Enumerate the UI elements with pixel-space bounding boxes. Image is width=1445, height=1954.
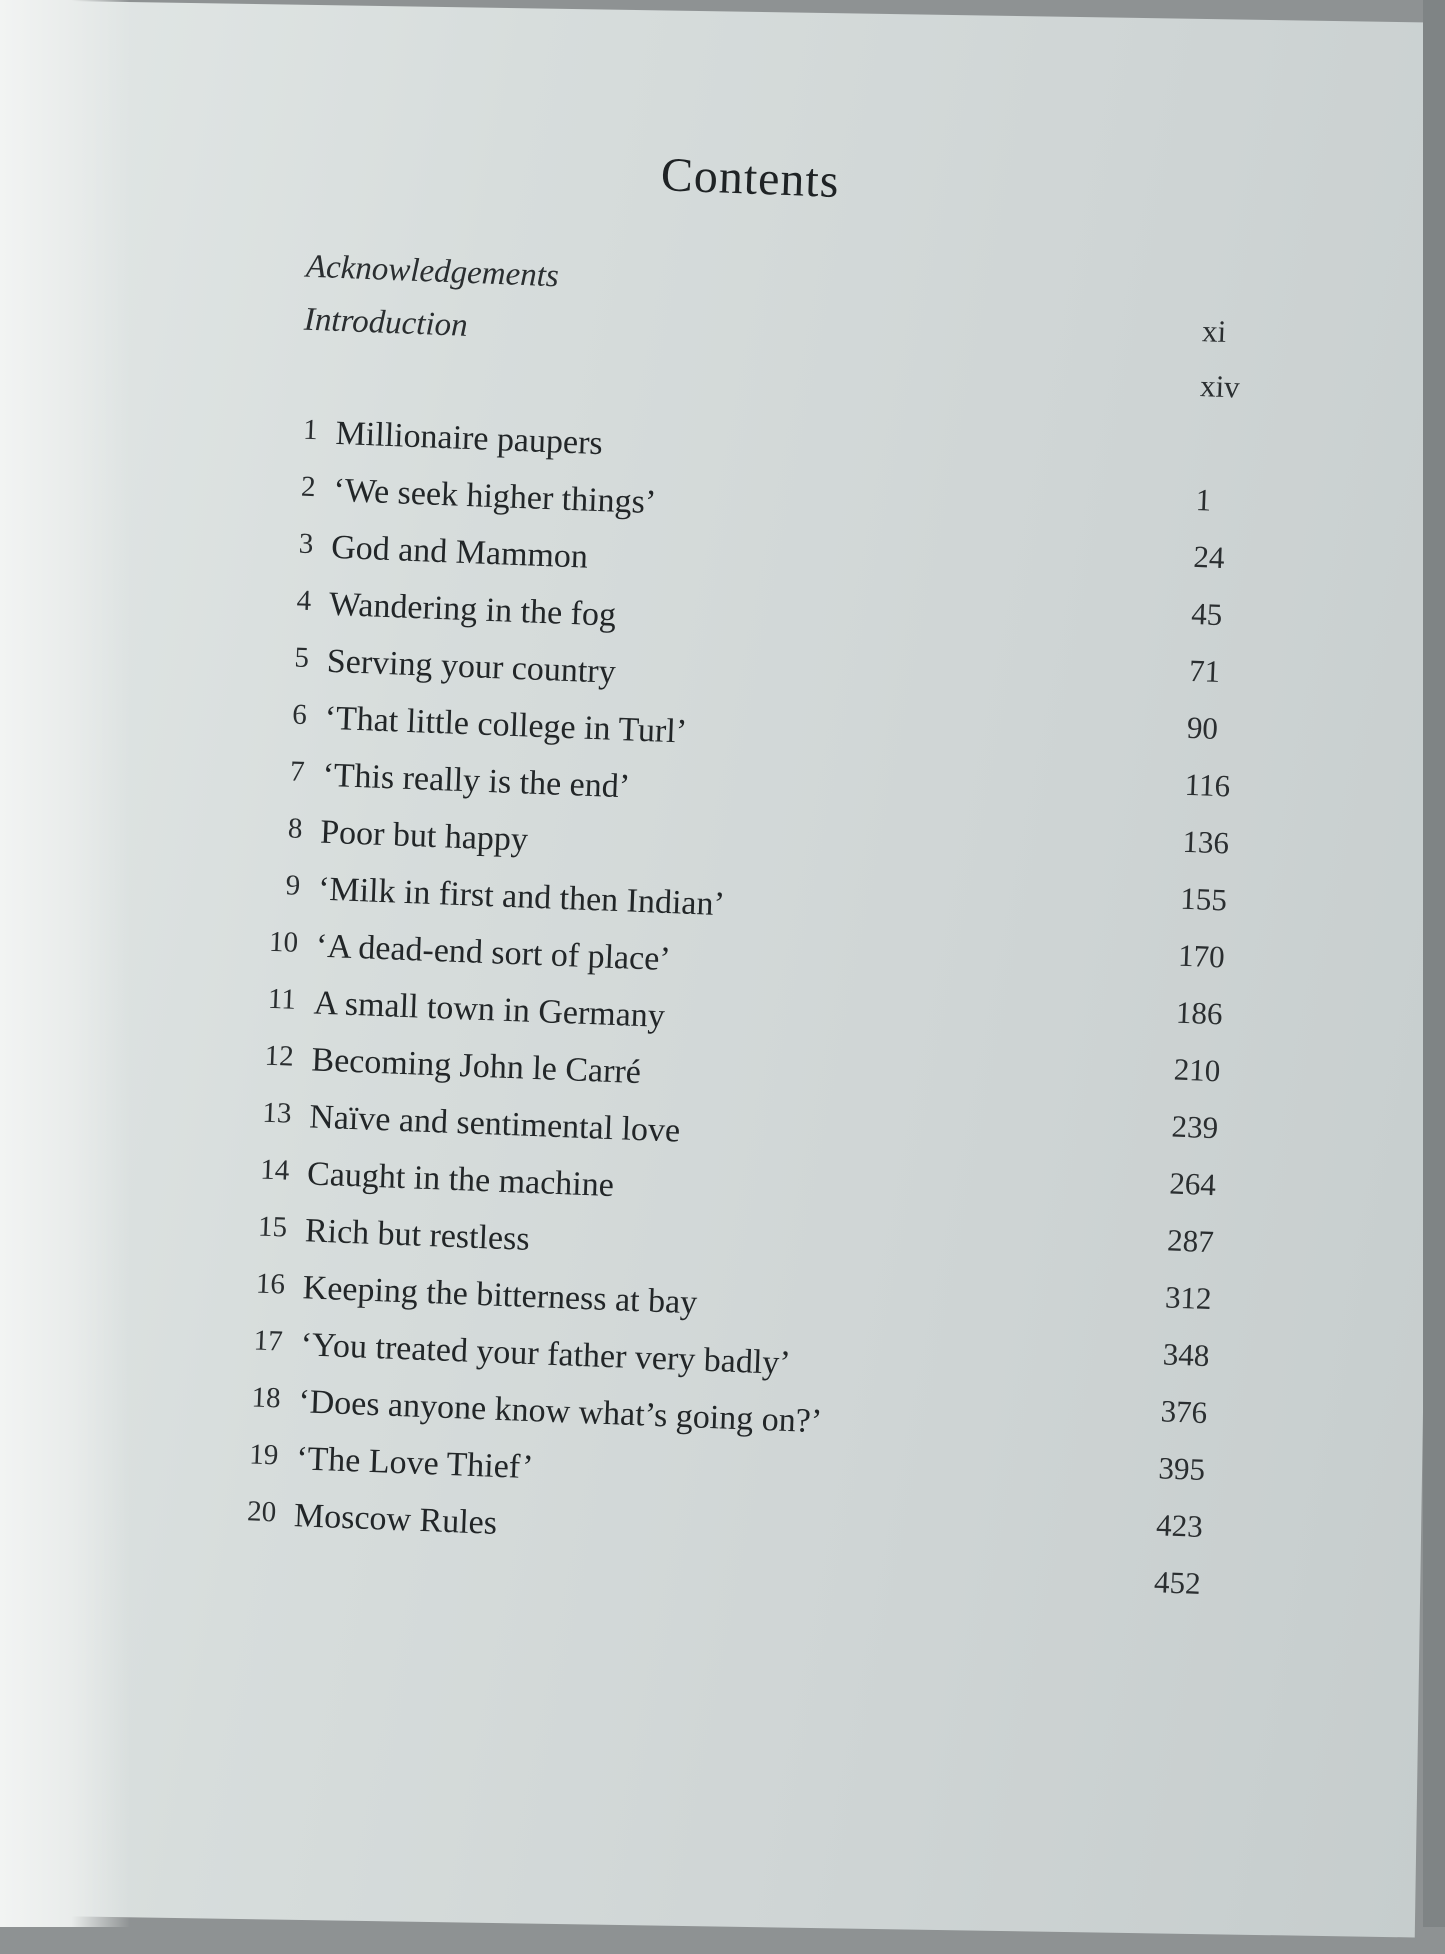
chapter-title: Wandering in the fog xyxy=(328,585,617,634)
chapter-title: Becoming John le Carré xyxy=(310,1041,642,1092)
chapter-number: 3 xyxy=(298,527,314,561)
chapter-number: 20 xyxy=(246,1495,277,1529)
chapter-number: 10 xyxy=(268,925,299,959)
chapter-page: 239 xyxy=(1170,1108,1219,1146)
chapter-page: 287 xyxy=(1166,1222,1215,1260)
chapter-title: Naïve and sentimental love xyxy=(308,1098,681,1150)
chapter-page: 45 xyxy=(1190,595,1223,633)
chapter-title: A small town in Germany xyxy=(313,984,666,1035)
chapter-title: ‘Does anyone know what’s going on?’ xyxy=(297,1383,823,1441)
chapter-title: ‘A dead-end sort of place’ xyxy=(315,927,672,979)
front-matter-page-introduction: xiv xyxy=(1199,368,1241,405)
chapter-number: 17 xyxy=(253,1324,284,1358)
chapter-page: 186 xyxy=(1175,994,1224,1032)
chapter-page: 452 xyxy=(1153,1564,1202,1601)
chapter-page: 136 xyxy=(1181,823,1230,861)
chapter-title: Serving your country xyxy=(326,642,617,691)
chapter-number: 1 xyxy=(302,413,319,447)
chapter-title: Caught in the machine xyxy=(306,1155,615,1205)
chapter-title: Keeping the bitterness at bay xyxy=(302,1269,698,1322)
chapter-title: ‘You treated your father very badly’ xyxy=(299,1326,792,1383)
chapter-number: 8 xyxy=(287,812,304,845)
chapter-page: 155 xyxy=(1179,880,1228,918)
front-matter-acknowledgements: Acknowledgements xyxy=(305,248,560,295)
chapter-number: 12 xyxy=(264,1039,295,1073)
chapter-page: 423 xyxy=(1155,1507,1204,1544)
chapter-title: ‘We seek higher things’ xyxy=(332,471,657,522)
chapter-number: 11 xyxy=(267,982,297,1016)
chapter-page: 376 xyxy=(1160,1393,1208,1431)
chapter-page: 210 xyxy=(1173,1051,1221,1089)
chapter-page: 348 xyxy=(1162,1336,1211,1374)
chapter-title: ‘That little college in Turl’ xyxy=(323,699,688,751)
chapter-number: 4 xyxy=(296,584,312,618)
chapter-title: God and Mammon xyxy=(330,528,589,576)
chapter-number: 6 xyxy=(291,698,308,731)
chapter-page: 170 xyxy=(1177,937,1226,975)
chapter-page: 71 xyxy=(1188,652,1221,690)
chapter-title: Rich but restless xyxy=(304,1212,531,1258)
chapter-page: 90 xyxy=(1186,709,1219,746)
chapter-title: Poor but happy xyxy=(319,813,529,859)
chapter-title: ‘Milk in first and then Indian’ xyxy=(317,870,726,924)
chapter-number: 14 xyxy=(259,1153,290,1187)
chapter-number: 15 xyxy=(257,1210,288,1244)
chapter-number: 9 xyxy=(285,869,301,902)
chapter-number: 13 xyxy=(261,1096,293,1130)
chapter-number: 18 xyxy=(250,1381,282,1415)
front-matter-introduction: Introduction xyxy=(303,301,469,344)
chapter-number: 19 xyxy=(248,1438,279,1472)
chapter-title: Millionaire paupers xyxy=(334,414,604,463)
chapter-number: 7 xyxy=(289,755,306,788)
chapter-title: ‘The Love Thief’ xyxy=(295,1440,535,1487)
chapter-number: 2 xyxy=(300,470,317,504)
chapter-number: 16 xyxy=(255,1267,286,1301)
page-title: Contents xyxy=(659,148,841,209)
chapter-page: 1 xyxy=(1195,481,1212,518)
chapter-number: 5 xyxy=(293,641,310,675)
chapter-title: ‘This really is the end’ xyxy=(321,756,631,806)
front-matter-page-acknowledgements: xi xyxy=(1201,313,1227,350)
chapter-page: 312 xyxy=(1164,1279,1213,1317)
chapter-page: 116 xyxy=(1184,766,1231,804)
chapter-page: 395 xyxy=(1157,1450,1206,1488)
chapter-page: 24 xyxy=(1192,538,1226,576)
chapter-title: Moscow Rules xyxy=(293,1497,498,1542)
chapter-page: 264 xyxy=(1168,1165,1217,1203)
